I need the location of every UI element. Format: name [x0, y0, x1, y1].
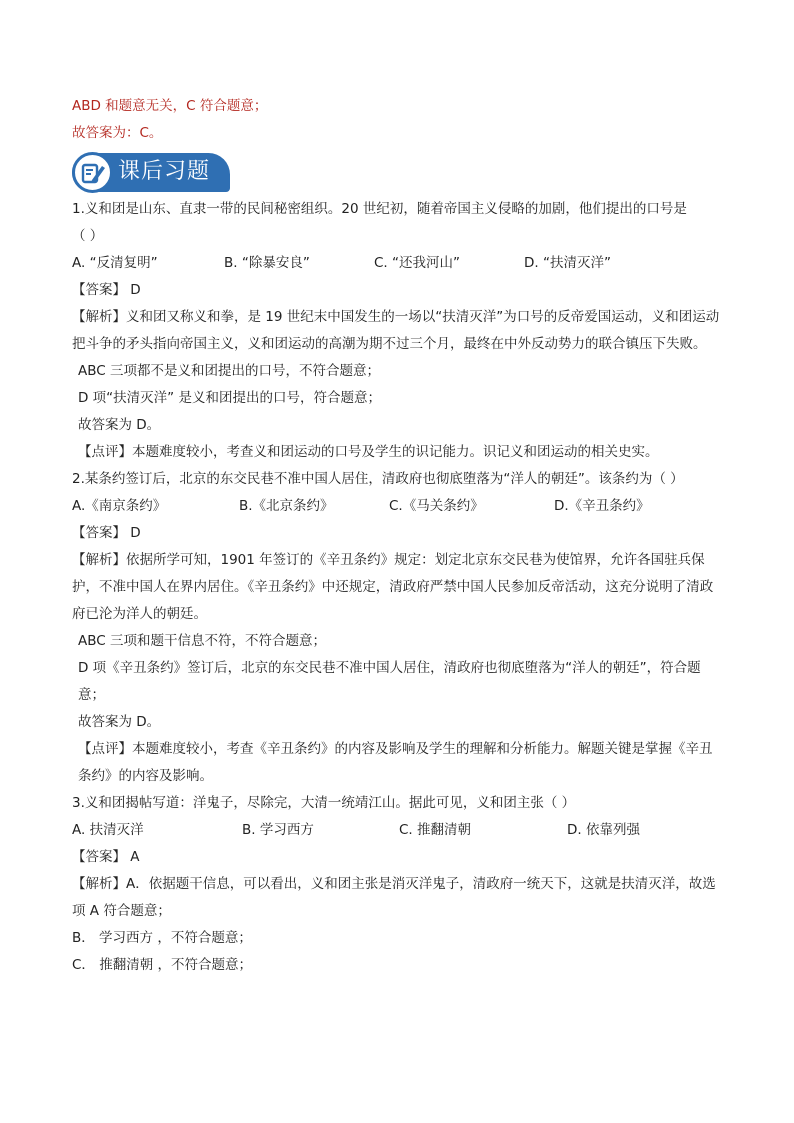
question-stem: 2.某条约签订后，北京的东交民巷不准中国人居住，清政府也彻底堕落为“洋人的朝廷”。该条约为（ ） [72, 471, 684, 487]
option-a: A. “反清复明” [72, 255, 158, 271]
pencil-note-icon [72, 152, 113, 193]
note: 故答案为 D。 [78, 714, 161, 730]
option-b: B. “除暴安良” [224, 255, 310, 271]
note: ABC 三项都不是义和团提出的口号，不符合题意； [78, 363, 380, 379]
option-d: D. 依靠列强 [567, 822, 640, 838]
comment: 【点评】本题难度较小，考查《辛丑条约》的内容及影响及学生的理解和分析能力。解题关键是掌握《辛丑条约》的内容及影响。 [78, 741, 713, 784]
note: 故答案为 D。 [78, 417, 161, 433]
answer: 【答案】 D [72, 282, 141, 298]
comment: 【点评】本题难度较小，考查义和团运动的口号及学生的识记能力。识记义和团运动的相关史实。 [78, 444, 659, 460]
analysis: 【解析】依据所学可知，1901 年签订的《辛丑条约》规定：划定北京东交民巷为使馆界，允许各国驻兵保护，不准中国人在界内居住。《辛丑条约》中还规定，清政府严禁中国人民参加反帝活动，这充分说明了清政府已沦为洋人的朝廷。 [72, 552, 714, 622]
question-2 [72, 466, 724, 790]
note: ABC 三项和题干信息不符，不符合题意； [78, 633, 326, 649]
option-c: C. “还我河山” [374, 255, 460, 271]
note: D 项《辛丑条约》签订后，北京的东交民巷不准中国人居住，清政府也彻底堕落为“洋人的朝廷”，符合题意； [78, 660, 701, 703]
option-a: A. 扶清灭洋 [72, 822, 144, 838]
document-page [72, 93, 724, 979]
answer: 【答案】 A [72, 849, 140, 865]
analysis: 【解析】A．依据题干信息，可以看出，义和团主张是消灭洋鬼子，清政府一统天下，这就是扶清灭洋，故选项 A 符合题意； [72, 876, 716, 919]
note: D 项“扶清灭洋” 是义和团提出的口号，符合题意； [78, 390, 381, 406]
section-banner [72, 152, 230, 193]
question-stem: 1.义和团是山东、直隶一带的民间秘密组织。20 世纪初，随着帝国主义侵略的加剧，他们提出的口号是 [72, 201, 687, 217]
option-c: C. 推翻清朝 [399, 822, 472, 838]
prev-answer-final: 故答案为：C。 [72, 125, 163, 141]
section-title: 课后习题 [118, 159, 211, 184]
prev-answer-note: ABD 和题意无关，C 符合题意； [72, 98, 268, 114]
option-d: D.《辛丑条约》 [554, 498, 650, 514]
option-c: C.《马关条约》 [389, 498, 484, 514]
question-stem-blank: （ ） [72, 228, 104, 244]
options-row [72, 493, 724, 520]
option-d: D. “扶清灭洋” [524, 255, 611, 271]
analysis: 【解析】义和团又称义和拳，是 19 世纪末中国发生的一场以“扶清灭洋”为口号的反帝爱国运动，义和团运动把斗争的矛头指向帝国主义，义和团运动的高潮为期不过三个月，最终在中外反动势力的联合镇压下失败。 [72, 309, 720, 352]
question-1 [72, 196, 724, 466]
question-3 [72, 790, 724, 979]
option-b: B. 学习西方 [242, 822, 314, 838]
note: C． 推翻清朝 ，不符合题意； [72, 957, 253, 973]
option-b: B.《北京条约》 [239, 498, 334, 514]
options-row [72, 250, 724, 277]
options-row [72, 817, 724, 844]
note: B． 学习西方 ，不符合题意； [72, 930, 252, 946]
option-a: A.《南京条约》 [72, 498, 167, 514]
answer: 【答案】 D [72, 525, 141, 541]
question-stem: 3.义和团揭帖写道：洋鬼子，尽除完，大清一统靖江山。据此可见，义和团主张（ ） [72, 795, 576, 811]
